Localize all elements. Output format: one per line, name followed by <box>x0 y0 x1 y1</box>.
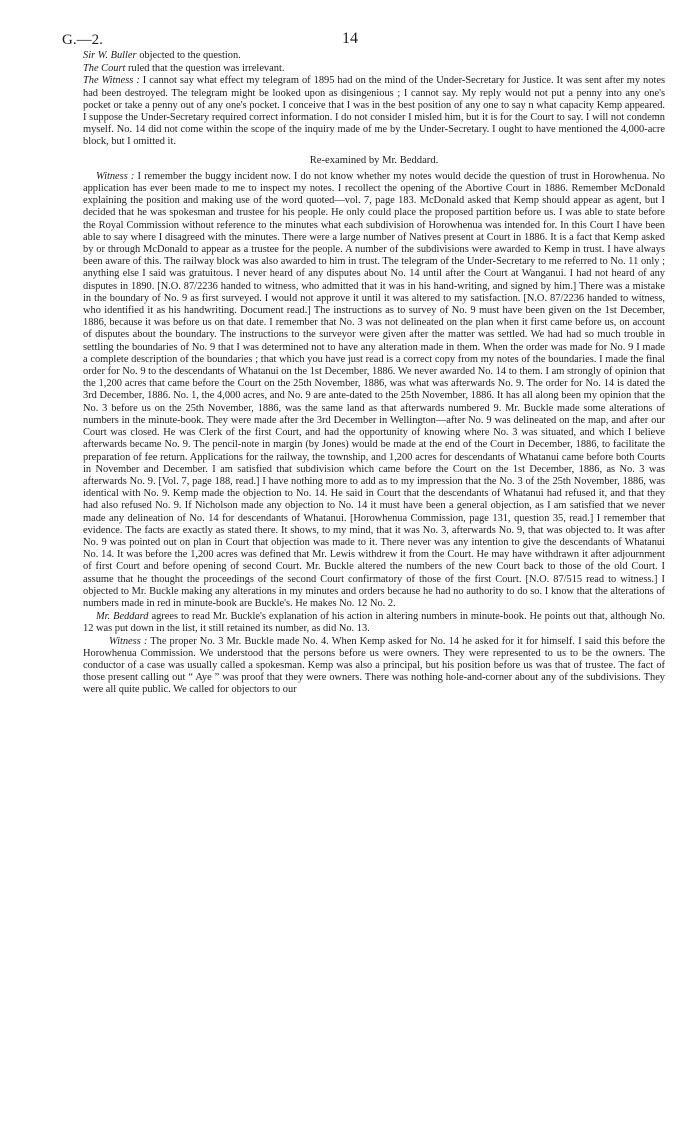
paragraph-court-ruling <box>83 63 665 75</box>
paragraph-text: objected to the question. <box>136 50 241 61</box>
speaker: The Court <box>83 62 126 74</box>
speaker: Sir W. Buller <box>83 50 137 61</box>
paragraph-witness-continued <box>83 636 665 697</box>
paragraph-beddard-note <box>83 611 665 635</box>
section-heading: Re-examined by Mr. Beddard. <box>309 154 439 166</box>
paragraph-text: ruled that the question was irrelevant. <box>125 62 285 74</box>
speaker: Witness : <box>96 170 135 182</box>
speaker: The Witness : <box>83 75 140 87</box>
page-header <box>62 20 665 50</box>
paragraph-buller-objection <box>83 50 665 62</box>
speaker: Witness : <box>109 635 148 647</box>
document-body <box>83 50 665 697</box>
paragraph-witness-statement <box>83 75 665 148</box>
paragraph-witness-reexamination <box>83 171 665 610</box>
speaker: Mr. Beddard <box>96 610 149 622</box>
paragraph-text: The proper No. 3 Mr. Buckle made No. 4. When Kemp asked for No. 14 he asked for it for himself. I said this before the Horowhenua Commission. We understood that the persons before us were owners. They were represented to us to be the owners. The conductor of a case was usually called a spokesman. Kemp was also a principal, but his position before us was that of trustee. The fact of those present calling out “ Aye ” was proof that they were owners. There was nothing hole-and-corner about any of the subdivisions. They were all quite public. We called for objectors to our <box>83 635 666 696</box>
page-number: 14 <box>342 30 358 47</box>
paragraph-text: I cannot say what effect my telegram of 1895 had on the mind of the Under-Secretary for Justice. It was sent after my notes had been destroyed. The telegram might be looked upon as disingenious ; I cannot say. My reply would not put a penny into any one's pocket or take a penny out of any one's pocket. I conceive that I was in the best position of any one to say n what capacity Kemp appeared. I suppose the Under-Secretary required correct information. I do not consider I misled him, but it is for the Court to say. I will not condemn myself. No. 14 did not come within the scope of the inquiry made of me by the Under-Secretary. I ought to have mentioned the 4,000-acre block, but I omitted it. <box>83 75 665 148</box>
parliamentary-paper-ref: G.—2. <box>62 32 103 48</box>
paragraph-text: I remember the buggy incident now. I do not know whether my notes would decide the question of trust in Horowhenua. No application has ever been made to me to inspect my notes. I recollect the opening of the Abortive Court in 1886. Remember McDonald explaining the position and making use of the word quoted—vol. 7, page 183. McDonald asked that Kemp should appear as agent, but I decided that he was spokesman and trustee for his people. He only could place the proposed partition before us. I was able to state before the Royal Commission without reference to the minutes what each subdivision of Horowhenua was intended for. In this Court I have been able to say where I disagreed with the minutes. There were a large number of Natives present at Court in 1886. It is a fact that Kemp asked by or through McDonald to appear as a trustee for the people. A number of the subdivisions were awarded to Kemp in trust. I have always been aware of this. The railway block was also awarded to him in trust. The telegram of the Under-Secretary to me referred to No. 11 only ; anything else I said was gratuitous. I never heard of any disputes about No. 14 until after the Court at Wanganui. I had not heard of any disputes in 1890. [N.O. 87/2236 handed to witness, who admitted that it was in his hand-writing, and signed by him.] There was a mistake in the boundary of No. 9 as first surveyed. I would not approve it until it was altered to my satisfaction. [N.O. 87/2236 handed to witness, who identified it as his handwriting. Document read.] The instructions as to survey of No. 9 must have been given on the 1st December, 1886, because it was before us on that date. I remember that No. 3 was not delineated on the plan when it first came before us, on account of disputes about the boundary. The instructions to the surveyor were given after the matter was settled. We had had so much trouble in settling the boundaries of No. 9 that I was determined not to have any alteration made in them. When the order was made for No. 9 I made a complete description of the boundaries ; that which you have just read is a correct copy from my notes of the boundaries. I made the final order for No. 9 to the descendants of Whatanui on the 1st December, 1886. We never awarded No. 14 to them. I am strongly of opinion that the 1,200 acres that came before the Court on the 25th November, 1886, was what was afterwards No. 9. The order for No. 14 is dated the 3rd December, 1886. No. 1, the 4,000 acres, and No. 9 are ante-dated to the 25th November, 1886. It has all along been my opinion that the No. 3 before us on the 25th November, 1886, was the same land as that afterwards numbered 9. Mr. Buckle made some alterations of numbers in the minute-book. They were made after the 3rd December in Wellington—after No. 9 was delineated on the map, and after our Court was closed. He was Clerk of the first Court, and had the opportunity of knowing where No. 3 was situated, and which I believe afterwards became No. 9. The pencil-note in margin (by Jones) would be made at the end of the Court in December, 1886, to facilitate the preparation of fee return. Applications for the railway, the township, and 1,200 acres for descendants of Whatanui came before both Courts in November and December. I am satisfied that subdivision which came before the Court on the 1st December, 1886, as No. 3 was afterwards No. 9. [Vol. 7, page 188, read.] I have nothing more to add as to my impression that the No. 3 of the 25th November, 1886, was identical with No. 9. Kemp made the objection to No. 14. He said in Court that the descendants of Whatanui had refused it, and that they had also refused No. 9. If Nicholson made any objection to No. 14 it must have been a general objection, as I am satisfied that we never made any delineation of No. 14 for descendants of Whatanui. [Horowhenua Commission, page 131, question 35, read.] I remember that evidence. The facts are exactly as stated there. It shows, to my mind, that it was No. 3, afterwards No. 9, that was objected to. It was after No. 9 was pointed out on plan in Court that objection was made to it. There never was any intention to give the descendants of Whatanui No. 14. It was before the 1,200 acres was defined that Mr. Lewis withdrew it from the Court. He may have withdrawn it after adjournment of first Court and before opening of second Court. Mr. Buckle altered the numbers of the new Court back to those of the old Court. I assume that he thought the proceedings of the second Court confirmatory of those of the first Court. [N.O. 87/515 read to witness.] I objected to Mr. Buckle making any alterations in my minutes and orders because he had no authority to do so. I know that the alterations of numbers made in red in minute-book are Buckle's. He makes No. 12 No. 2. <box>83 170 666 609</box>
paragraph-text: agrees to read Mr. Buckle's explanation of his action in altering numbers in minute-book. He points out that, although No. 12 was put down in the list, it still retained its number, as did No. 13. <box>83 610 665 634</box>
